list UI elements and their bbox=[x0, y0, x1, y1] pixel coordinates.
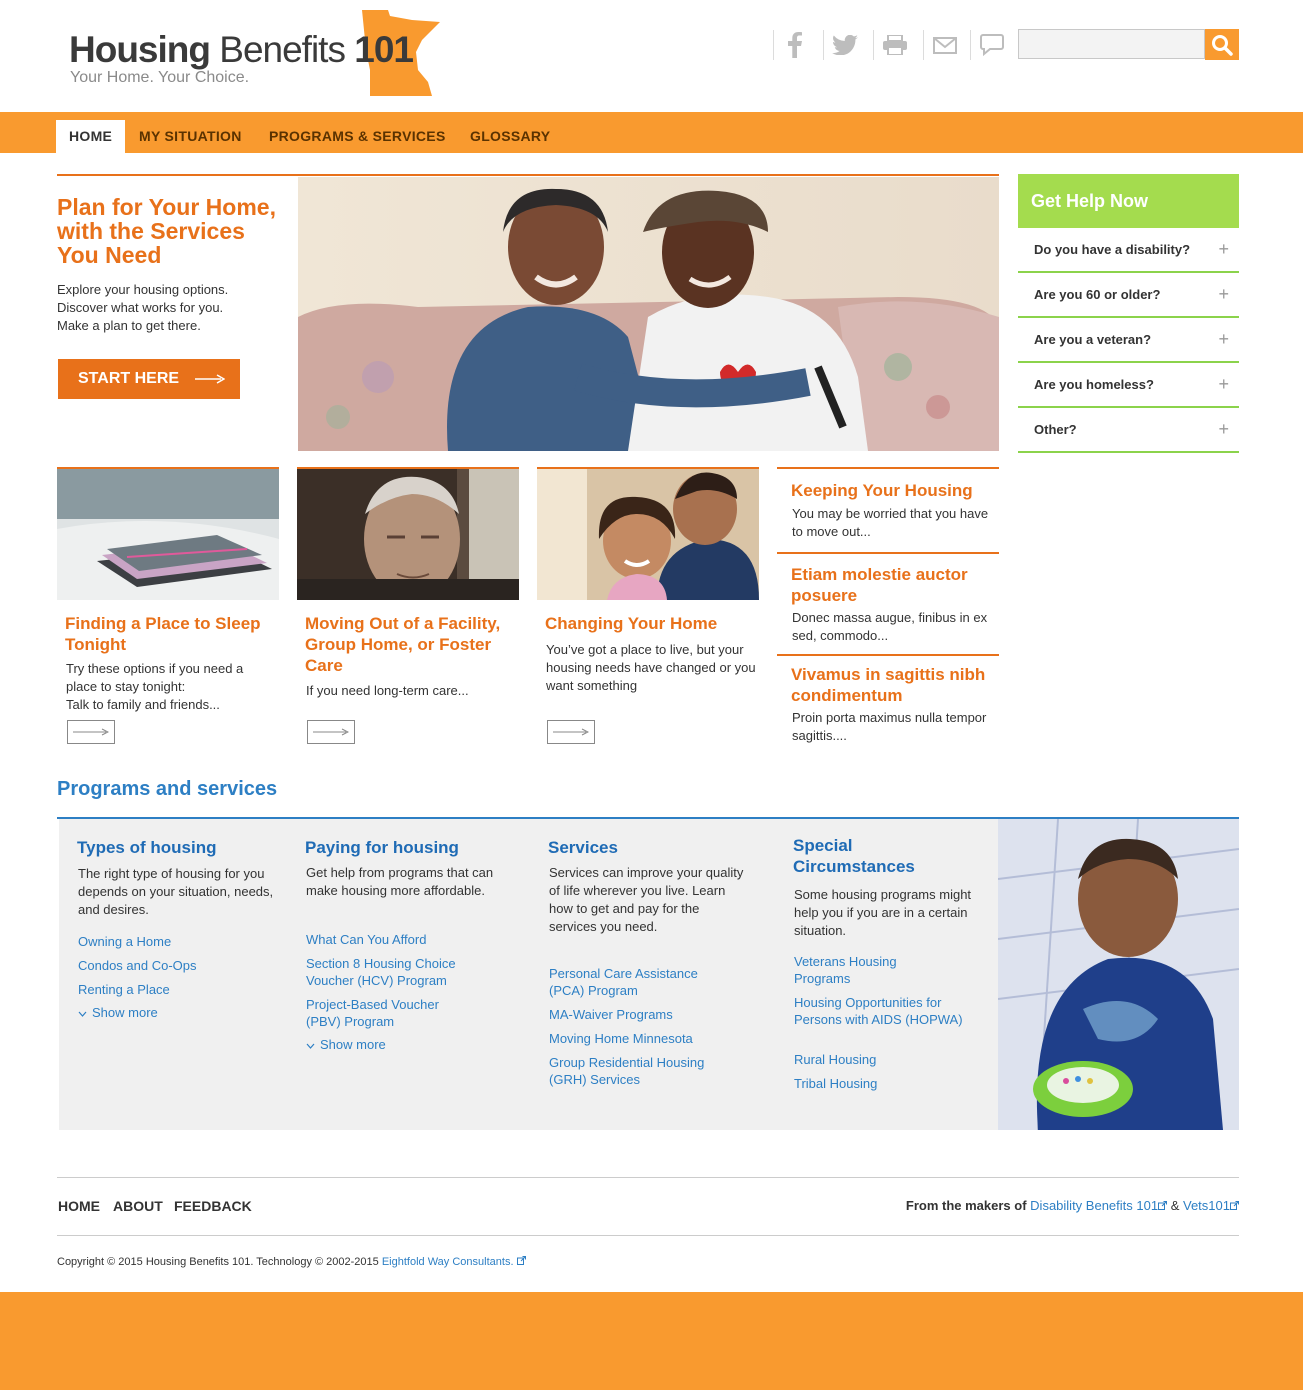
program-link[interactable]: Personal Care Assistance (PCA) Program bbox=[549, 966, 698, 998]
column-description: Some housing programs might help you if you are in a certain situation. bbox=[794, 887, 972, 938]
side-item-description: You may be worried that you have to move out... bbox=[792, 506, 989, 539]
column-description: Get help from programs that can make housing more affordable. bbox=[306, 865, 494, 898]
start-here-button[interactable] bbox=[58, 359, 240, 399]
show-more-link[interactable] bbox=[78, 1005, 158, 1020]
program-link[interactable]: Project-Based Voucher (PBV) Program bbox=[306, 997, 439, 1029]
side-item-description: Proin porta maximus nulla tempor sagittis.... bbox=[792, 710, 987, 743]
card-arrow-button[interactable] bbox=[307, 720, 355, 744]
help-veteran[interactable] bbox=[1018, 318, 1239, 363]
program-link[interactable]: Section 8 Housing Choice Voucher (HCV) Program bbox=[306, 956, 456, 988]
nav-programs-services[interactable]: PROGRAMS & SERVICES bbox=[269, 128, 446, 144]
facebook-icon[interactable] bbox=[773, 30, 816, 60]
card-photo-children bbox=[537, 469, 759, 600]
card-photo-folded-blankets bbox=[57, 469, 279, 600]
column-title: Types of housing bbox=[77, 838, 217, 857]
disability-benefits-link[interactable] bbox=[1030, 1198, 1167, 1213]
side-item-title[interactable]: Etiam molestie auctor posuere bbox=[791, 565, 968, 605]
logo-bold: Housing bbox=[69, 29, 210, 70]
card-title[interactable]: Finding a Place to Sleep Tonight bbox=[65, 614, 261, 654]
help-label: Other? bbox=[1034, 422, 1077, 437]
plus-icon: + bbox=[1218, 329, 1229, 349]
program-link[interactable]: Condos and Co-Ops bbox=[78, 958, 197, 973]
side-divider bbox=[777, 552, 999, 554]
eightfold-way-label: Eightfold Way Consultants. bbox=[381, 1256, 514, 1268]
side-item-title[interactable]: Keeping Your Housing bbox=[791, 481, 973, 500]
show-more-label: Show more bbox=[320, 1037, 386, 1052]
hero-photo-couple bbox=[298, 177, 999, 451]
plus-icon: + bbox=[1218, 374, 1229, 394]
plus-icon: + bbox=[1218, 284, 1229, 304]
site-tagline: Your Home. Your Choice. bbox=[70, 69, 250, 86]
arrow-right-icon bbox=[73, 728, 109, 736]
card-arrow-button[interactable] bbox=[67, 720, 115, 744]
program-link[interactable]: Housing Opportunities for Persons with AIDS (HOPWA) bbox=[794, 995, 963, 1027]
footer-feedback-link[interactable]: FEEDBACK bbox=[174, 1198, 252, 1214]
help-disability[interactable] bbox=[1018, 228, 1239, 273]
copyright-label: Copyright © 2015 Housing Benefits 101. Technology © 2002-2015 bbox=[57, 1256, 379, 1268]
column-description: The right type of housing for you depends on your situation, needs, and desires. bbox=[78, 866, 274, 917]
show-more-link[interactable] bbox=[306, 1037, 386, 1052]
column-description: Services can improve your quality of life wherever you live. Learn how to get and pay for the services you need. bbox=[549, 865, 744, 934]
help-label: Do you have a disability? bbox=[1034, 242, 1191, 257]
plus-icon: + bbox=[1218, 419, 1229, 439]
help-label: Are you homeless? bbox=[1034, 377, 1154, 392]
disability-benefits-label: Disability Benefits 101 bbox=[1030, 1198, 1159, 1213]
print-icon[interactable] bbox=[873, 30, 916, 60]
column-title: Services bbox=[548, 838, 618, 857]
card-title[interactable]: Moving Out of a Facility, Group Home, or Foster Care bbox=[305, 614, 501, 675]
get-help-title: Get Help Now bbox=[1018, 174, 1239, 228]
hero-desc-line: Explore your housing options. bbox=[57, 282, 229, 297]
comment-icon[interactable] bbox=[970, 30, 1013, 60]
external-link-icon bbox=[517, 1256, 526, 1268]
footer-home-link[interactable]: HOME bbox=[58, 1198, 100, 1214]
chevron-down-icon bbox=[306, 1037, 315, 1052]
search-button[interactable] bbox=[1205, 29, 1239, 60]
nav-my-situation[interactable]: MY SITUATION bbox=[139, 128, 242, 144]
card-desc-text: Try these options if you need a place to stay tonight: bbox=[66, 661, 244, 694]
column-title: Paying for housing bbox=[305, 838, 459, 857]
card-desc-text: Talk to family and friends... bbox=[66, 697, 220, 712]
email-icon[interactable] bbox=[923, 30, 966, 60]
makers-label: From the makers of bbox=[905, 1198, 1027, 1213]
footer-divider bbox=[57, 1177, 1239, 1178]
side-item-description: Donec massa augue, finibus in ex sed, commodo... bbox=[792, 610, 988, 643]
eightfold-way-link[interactable] bbox=[382, 1256, 514, 1268]
help-label: Are you 60 or older? bbox=[1034, 287, 1161, 302]
external-link-icon bbox=[1230, 1198, 1239, 1213]
card-description: You’ve got a place to live, but your housing needs have changed or you want something bbox=[546, 642, 756, 693]
programs-photo-child bbox=[998, 819, 1239, 1130]
chevron-down-icon bbox=[78, 1005, 87, 1020]
search-icon bbox=[1211, 34, 1233, 56]
start-here-label: START HERE bbox=[78, 370, 180, 387]
show-more-label: Show more bbox=[92, 1005, 158, 1020]
help-label: Are you a veteran? bbox=[1034, 332, 1152, 347]
external-link-icon bbox=[1158, 1198, 1167, 1213]
footer-divider bbox=[57, 1235, 1239, 1236]
search-input[interactable] bbox=[1018, 29, 1205, 59]
side-item-title[interactable]: Vivamus in sagittis nibh condimentum bbox=[791, 665, 986, 705]
arrow-right-icon bbox=[553, 728, 589, 736]
card-photo-elderly-man bbox=[297, 469, 519, 600]
card-description bbox=[66, 660, 276, 714]
program-link[interactable]: Rural Housing bbox=[794, 1052, 877, 1067]
program-link[interactable]: MA-Waiver Programs bbox=[549, 1007, 673, 1022]
hero-divider bbox=[57, 174, 999, 176]
programs-heading: Programs and services bbox=[57, 778, 278, 800]
nav-home[interactable]: HOME bbox=[56, 120, 125, 153]
vets101-link[interactable] bbox=[1183, 1198, 1239, 1213]
program-link[interactable]: Veterans Housing Programs bbox=[794, 954, 897, 986]
logo-light: Benefits bbox=[219, 29, 345, 70]
hero-desc-line: Make a plan to get there. bbox=[57, 318, 201, 333]
site-logo[interactable] bbox=[69, 28, 413, 72]
hero-desc-line: Discover what works for you. bbox=[57, 300, 224, 315]
card-arrow-button[interactable] bbox=[547, 720, 595, 744]
plus-icon: + bbox=[1218, 239, 1229, 259]
vets101-label: Vets101 bbox=[1183, 1198, 1230, 1213]
program-link[interactable]: Moving Home Minnesota bbox=[549, 1031, 693, 1046]
makers-amp: & bbox=[1170, 1198, 1180, 1213]
program-link[interactable]: Group Residential Housing (GRH) Services bbox=[549, 1055, 705, 1087]
side-divider bbox=[777, 467, 999, 469]
hero-description bbox=[57, 281, 287, 335]
footer-about-link[interactable]: ABOUT bbox=[113, 1198, 163, 1214]
help-homeless[interactable] bbox=[1018, 363, 1239, 408]
help-other[interactable] bbox=[1018, 408, 1239, 453]
footer-orange-band bbox=[0, 1292, 1303, 1390]
column-title: Special Circumstances bbox=[793, 836, 915, 876]
help-60-or-older[interactable] bbox=[1018, 273, 1239, 318]
program-link[interactable]: What Can You Afford bbox=[306, 932, 427, 947]
twitter-icon[interactable] bbox=[823, 30, 866, 60]
arrow-right-icon bbox=[195, 374, 225, 384]
side-divider bbox=[777, 654, 999, 656]
program-link[interactable]: Renting a Place bbox=[78, 982, 170, 997]
nav-glossary[interactable]: GLOSSARY bbox=[470, 128, 551, 144]
arrow-right-icon bbox=[313, 728, 349, 736]
card-description: If you need long-term care... bbox=[306, 683, 469, 698]
hero-title: Plan for Your Home, with the Services You Need bbox=[57, 194, 276, 268]
logo-number: 101 bbox=[354, 29, 413, 70]
footer-makers bbox=[906, 1198, 1239, 1213]
program-link[interactable]: Tribal Housing bbox=[794, 1076, 878, 1091]
program-link[interactable]: Owning a Home bbox=[78, 934, 172, 949]
copyright-text bbox=[57, 1256, 526, 1268]
card-title[interactable]: Changing Your Home bbox=[545, 614, 718, 633]
